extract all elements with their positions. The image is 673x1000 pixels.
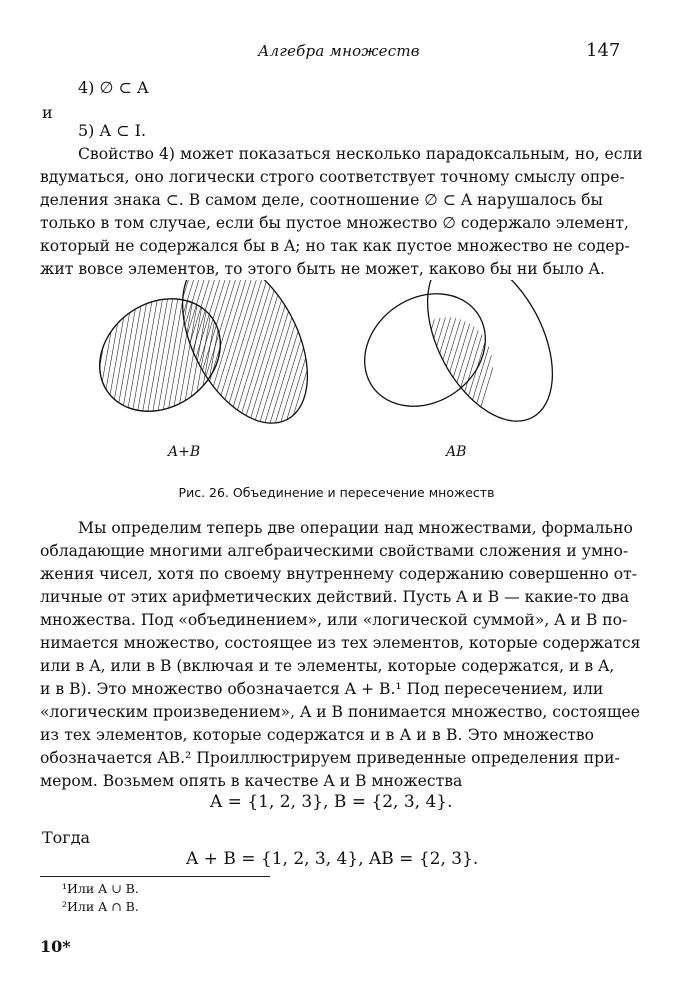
intersection-diagram <box>343 280 578 442</box>
union-diagram <box>90 280 333 444</box>
paragraph-2-line: из тех элементов, которые содержатся и в A и в B. Это множество <box>40 726 594 744</box>
running-title: Алгебра множеств <box>258 42 420 60</box>
paragraph-2-line: или в A, или в B (включая и те элементы, которые содержатся, и в A, <box>40 657 615 675</box>
property-4: 4) ∅ ⊂ A <box>78 78 149 97</box>
footnote-2: ²Или A ∩ B. <box>62 899 139 914</box>
printer-signature: 10* <box>40 937 71 956</box>
set-a-ellipse <box>343 280 508 429</box>
paragraph-1-line: который не содержался бы в A; но так как пустое множество не содер- <box>40 237 630 255</box>
paragraph-1-line: деления знака ⊂. В самом деле, соотношение ∅ ⊂ A нарушалось бы <box>40 191 603 209</box>
paragraph-2-line: и в B). Это множество обозначается A + B.¹ Под пересечением, или <box>40 680 604 698</box>
paragraph-2-line: множества. Под «объединением», или «логической суммой», A и B по- <box>40 611 628 629</box>
paragraph-2-line: «логическим произведением», A и B понимается множество, состоящее <box>40 703 640 721</box>
venn-figure <box>90 280 580 470</box>
formula-sets: A = {1, 2, 3}, B = {2, 3, 4}. <box>210 792 453 812</box>
intersection-label: AB <box>446 444 467 460</box>
paragraph-2-line: нимается множество, состоящее из тех элементов, которые содержатся <box>40 634 641 652</box>
union-label: A+B <box>168 444 201 460</box>
paragraph-2-line: обладающие многими алгебраическими свойствами сложения и умно- <box>40 542 629 560</box>
page-number: 147 <box>586 40 621 61</box>
conjunction: и <box>42 103 53 122</box>
formula-operations: A + B = {1, 2, 3, 4}, AB = {2, 3}. <box>186 849 479 869</box>
paragraph-2-line: жения чисел, хотя по своему внутреннему содержанию совершенно от- <box>40 565 637 583</box>
property-5: 5) A ⊂ I. <box>78 121 147 140</box>
paragraph-1-line: только в том случае, если бы пустое множество ∅ содержало элемент, <box>40 214 629 232</box>
footnote-1: ¹Или A ∪ B. <box>62 881 139 896</box>
paragraph-2-line: мером. Возьмем опять в качестве A и B множества <box>40 772 463 790</box>
paragraph-2-line: личные от этих арифметических действий. Пусть A и B — какие-то два <box>40 588 629 606</box>
then-word: Тогда <box>42 828 91 847</box>
venn-diagrams <box>90 280 580 470</box>
paragraph-1-line: Свойство 4) может показаться несколько парадоксальным, но, если <box>78 145 643 163</box>
paragraph-1-line: вдуматься, оно логически строго соответствует точному смыслу опре- <box>40 168 625 186</box>
paragraph-1-line: жит вовсе элементов, то этого быть не может, каково бы ни было A. <box>40 260 605 278</box>
paragraph-2-line: Мы определим теперь две операции над множествами, формально <box>78 519 633 537</box>
footnote-rule <box>40 876 270 877</box>
paragraph-2-line: обозначается AB.² Проиллюстрируем приведенные определения при- <box>40 749 620 767</box>
figure-caption: Рис. 26. Объединение и пересечение множеств <box>178 485 495 500</box>
